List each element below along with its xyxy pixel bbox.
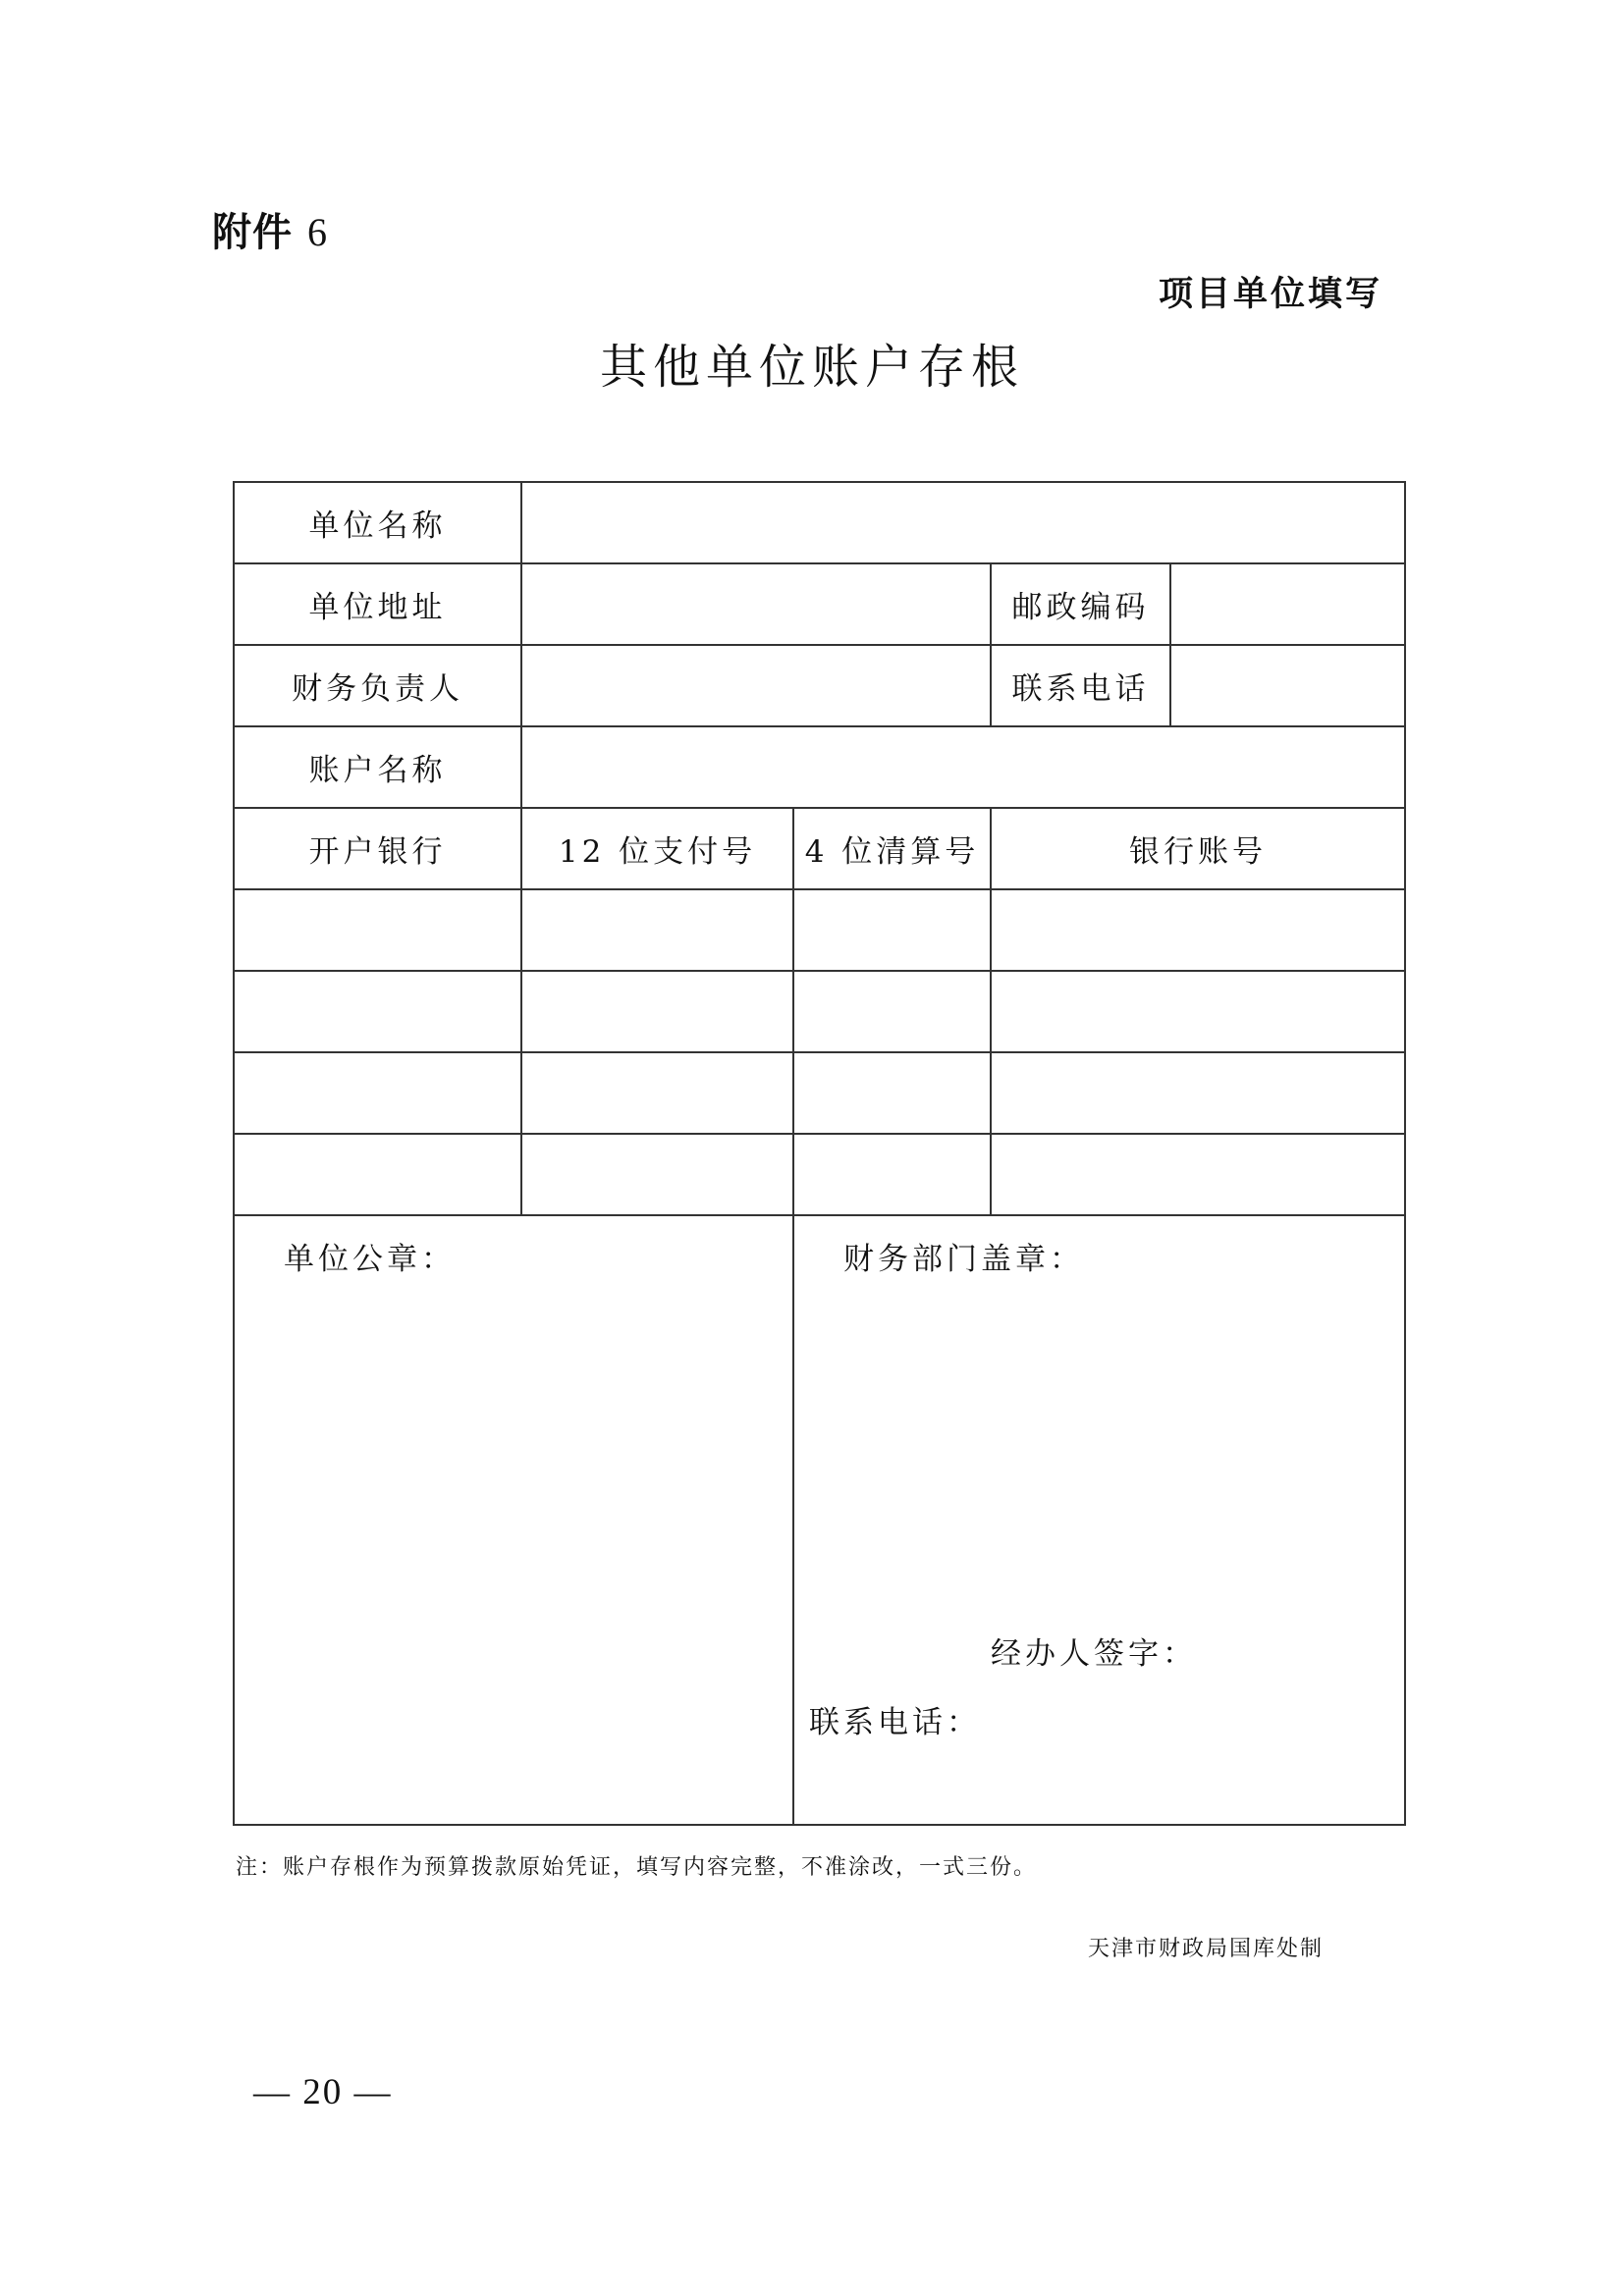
finance-head-label: 财务负责人 [234,645,521,726]
bank-data-row [234,971,1405,1052]
attachment-label [212,201,328,257]
bank-data-row [234,1134,1405,1215]
account-stub-form [233,481,1406,1826]
bank-cell[interactable] [234,971,521,1052]
bank-cell[interactable] [793,1134,991,1215]
bank-header-row [234,808,1405,889]
bank-cell[interactable] [234,1134,521,1215]
bank-column-header: 4 位清算号 [793,808,991,889]
bank-cell[interactable] [991,971,1405,1052]
attachment-text: 附件 [212,210,293,255]
bank-cell[interactable] [521,971,793,1052]
unit-name-field[interactable] [521,482,1405,563]
unit-address-label: 单位地址 [234,563,521,645]
handler-sign-label: 经办人签字： [991,1636,1197,1672]
bank-cell[interactable] [234,1052,521,1134]
unit-name-label: 单位名称 [234,482,521,563]
seal-contact-phone-label: 联系电话： [809,1705,981,1740]
finance-head-field[interactable] [521,645,991,726]
bank-data-row [234,1052,1405,1134]
bank-cell[interactable] [991,1134,1405,1215]
finance-seal-area[interactable] [793,1215,1405,1825]
bank-cell[interactable] [234,889,521,971]
contact-phone-field[interactable] [1170,645,1405,726]
footer-note: 注：账户存根作为预算拨款原始凭证，填写内容完整，不准涂改，一式三份。 [236,1855,1038,1880]
seal-row [234,1215,1405,1825]
bank-cell[interactable] [521,889,793,971]
unit-seal-label: 单位公章： [284,1242,456,1277]
postal-code-label: 邮政编码 [991,563,1170,645]
bank-column-header: 开户银行 [234,808,521,889]
contact-phone-label: 联系电话 [991,645,1170,726]
bank-column-header: 银行账号 [991,808,1405,889]
bank-cell[interactable] [991,1052,1405,1134]
unit-name-row [234,482,1405,563]
account-name-row [234,726,1405,808]
bank-cell[interactable] [521,1134,793,1215]
page-number: — 20 — [253,2072,393,2112]
postal-code-field[interactable] [1170,563,1405,645]
attachment-number: 6 [306,210,328,254]
bank-cell[interactable] [991,889,1405,971]
unit-address-field[interactable] [521,563,991,645]
issuer-label: 天津市财政局国库处制 [1087,1937,1324,1961]
bank-data-row [234,889,1405,971]
finance-head-row [234,645,1405,726]
form-title: 其他单位账户存根 [599,340,1024,395]
account-name-label: 账户名称 [234,726,521,808]
unit-address-row [234,563,1405,645]
bank-cell[interactable] [793,889,991,971]
fill-note: 项目单位填写 [1158,275,1382,314]
bank-column-header: 12 位支付号 [521,808,793,889]
unit-seal-area[interactable] [234,1215,793,1825]
bank-cell[interactable] [793,1052,991,1134]
bank-cell[interactable] [793,971,991,1052]
account-name-field[interactable] [521,726,1405,808]
finance-seal-label: 财务部门盖章： [843,1242,1084,1277]
bank-cell[interactable] [521,1052,793,1134]
